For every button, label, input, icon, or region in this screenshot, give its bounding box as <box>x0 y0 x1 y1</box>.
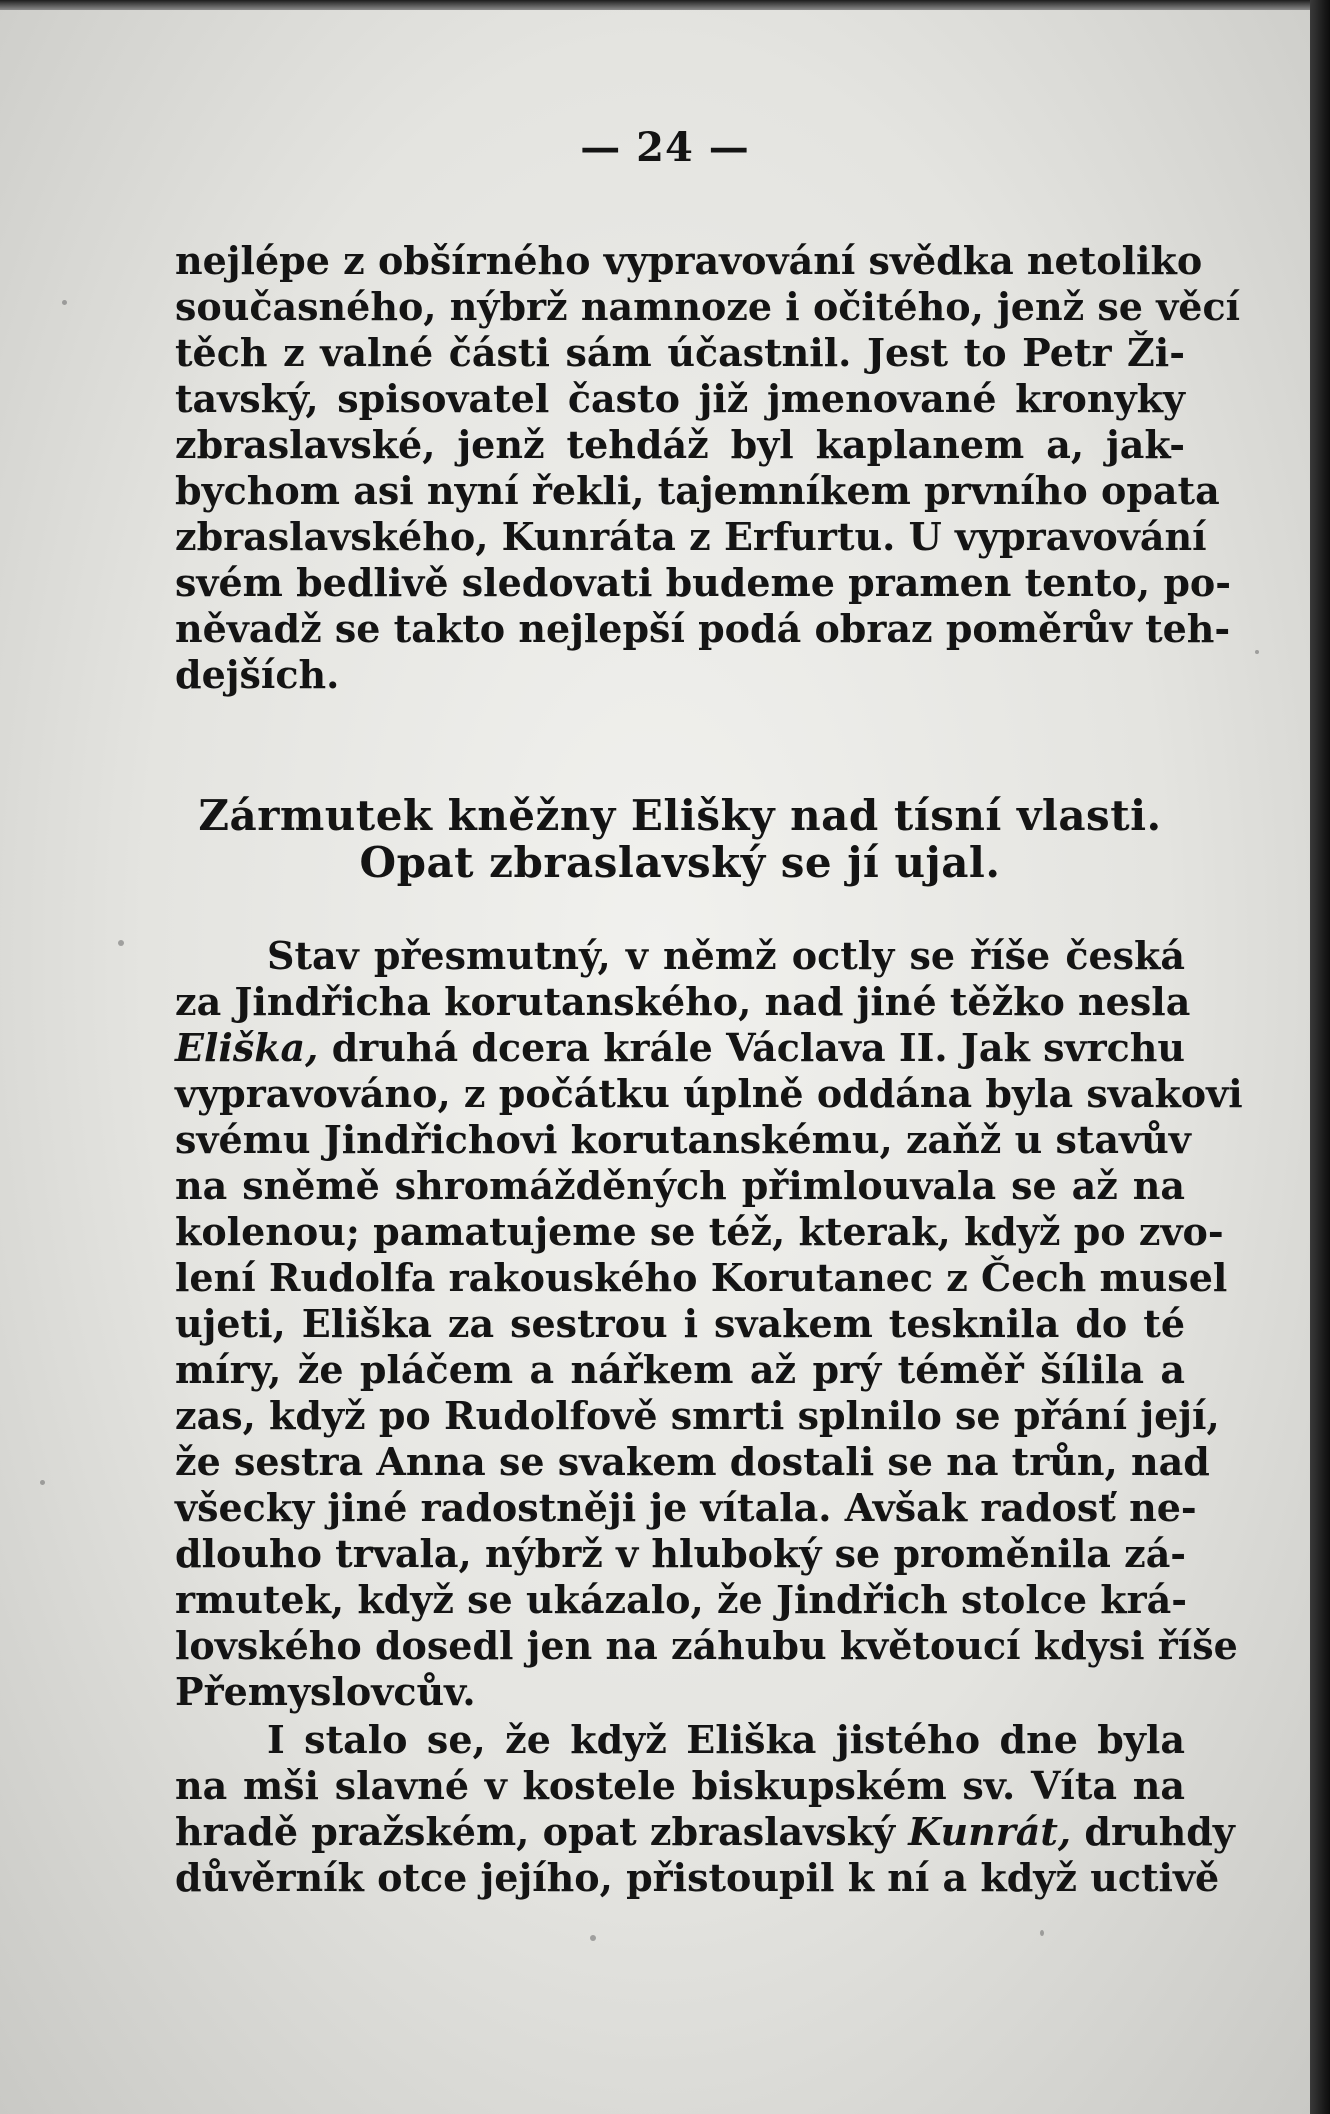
paragraph-2 <box>175 933 1243 1715</box>
text-line: dejších. <box>175 652 340 697</box>
scan-top-edge <box>0 0 1310 10</box>
text-line: na mši slavné v kostele biskupském sv. Víta na <box>175 1763 1185 1808</box>
page-number: — 24 — <box>580 124 750 171</box>
paragraph-1 <box>175 238 1241 698</box>
heading-line: Zármutek kněžny Elišky nad tísní vlasti. <box>198 791 1162 840</box>
text-line: Přemyslovcův. <box>175 1669 476 1714</box>
paper-speck <box>590 1935 596 1941</box>
text-line: za Jindřicha korutanského, nad jiné těžko nesla <box>175 979 1191 1024</box>
paper-speck <box>118 940 124 946</box>
text-line: těch z valné části sám účastnil. Jest to Petr Ži- <box>175 330 1185 375</box>
text-line: nejlépe z obšírného vypravování svědka netoliko <box>175 238 1203 283</box>
text-line: ujeti, Eliška za sestrou i svakem tesknila do té <box>175 1301 1185 1346</box>
text-line: všecky jiné radostněji je vítala. Avšak radosť ne- <box>175 1485 1197 1530</box>
text-fragment: druhdy <box>1071 1809 1235 1854</box>
text-line: zas, když po Rudolfově smrti splnilo se přání její, <box>175 1393 1220 1438</box>
text-line: důvěrník otce jejího, přistoupil k ní a když uctivě <box>175 1855 1220 1900</box>
name-kunrat: Kunrát, <box>908 1809 1072 1854</box>
text-line: vypravováno, z počátku úplně oddána byla svakovi <box>175 1071 1243 1116</box>
text-line: dlouho trvala, nýbrž v hluboký se proměnila zá- <box>175 1531 1187 1576</box>
text-line: zbraslavské, jenž tehdáž byl kaplanem a, jak- <box>175 422 1185 467</box>
text-line: bychom asi nyní řekli, tajemníkem prvního opata <box>175 468 1220 513</box>
heading-line: Opat zbraslavský se jí ujal. <box>359 838 1001 887</box>
text-line: svému Jindřichovi korutanskému, zaňž u stavův <box>175 1117 1191 1162</box>
text-line <box>175 1809 1235 1855</box>
text-line: I stalo se, že když Eliška jistého dne byla <box>267 1717 1185 1762</box>
text-line: lení Rudolfa rakouského Korutanec z Čech musel <box>175 1255 1228 1300</box>
paper-speck <box>1255 650 1259 654</box>
text-line: rmutek, když se ukázalo, že Jindřich stolce krá- <box>175 1577 1188 1622</box>
text-line: Stav přesmutný, v němž octly se říše česká <box>267 933 1185 978</box>
text-line: svém bedlivě sledovati budeme pramen tento, po- <box>175 560 1232 605</box>
paper-speck <box>62 300 67 305</box>
text-line: na sněmě shromážděných přimlouvala se až na <box>175 1163 1185 1208</box>
text-line: zbraslavského, Kunráta z Erfurtu. U vypravování <box>175 514 1207 559</box>
paper-speck <box>40 1480 45 1485</box>
text-fragment: hradě pražském, opat zbraslavský <box>175 1809 909 1854</box>
text-line <box>175 1025 1185 1071</box>
scan-right-edge <box>1310 0 1330 2114</box>
paper-speck <box>1040 1930 1044 1936</box>
text-fragment: druhá dcera krále Václava II. Jak svrchu <box>318 1025 1185 1070</box>
text-line: míry, že pláčem a nářkem až prý téměř šílila a <box>175 1347 1185 1392</box>
paragraph-3 <box>175 1717 1235 1901</box>
text-line: kolenou; pamatujeme se též, kterak, když po zvo- <box>175 1209 1224 1254</box>
text-line: že sestra Anna se svakem dostali se na trůn, nad <box>175 1439 1210 1484</box>
chapter-heading <box>175 792 1185 886</box>
text-line: současného, nýbrž namnoze i očitého, jenž se věcí <box>175 284 1241 329</box>
name-eliska: Eliška, <box>175 1025 319 1070</box>
text-line: něvadž se takto nejlepší podá obraz poměrův teh- <box>175 606 1231 651</box>
text-line: lovského dosedl jen na záhubu květoucí kdysi říše <box>175 1623 1238 1668</box>
text-line: tavský, spisovatel často již jmenované kronyky <box>175 376 1185 421</box>
